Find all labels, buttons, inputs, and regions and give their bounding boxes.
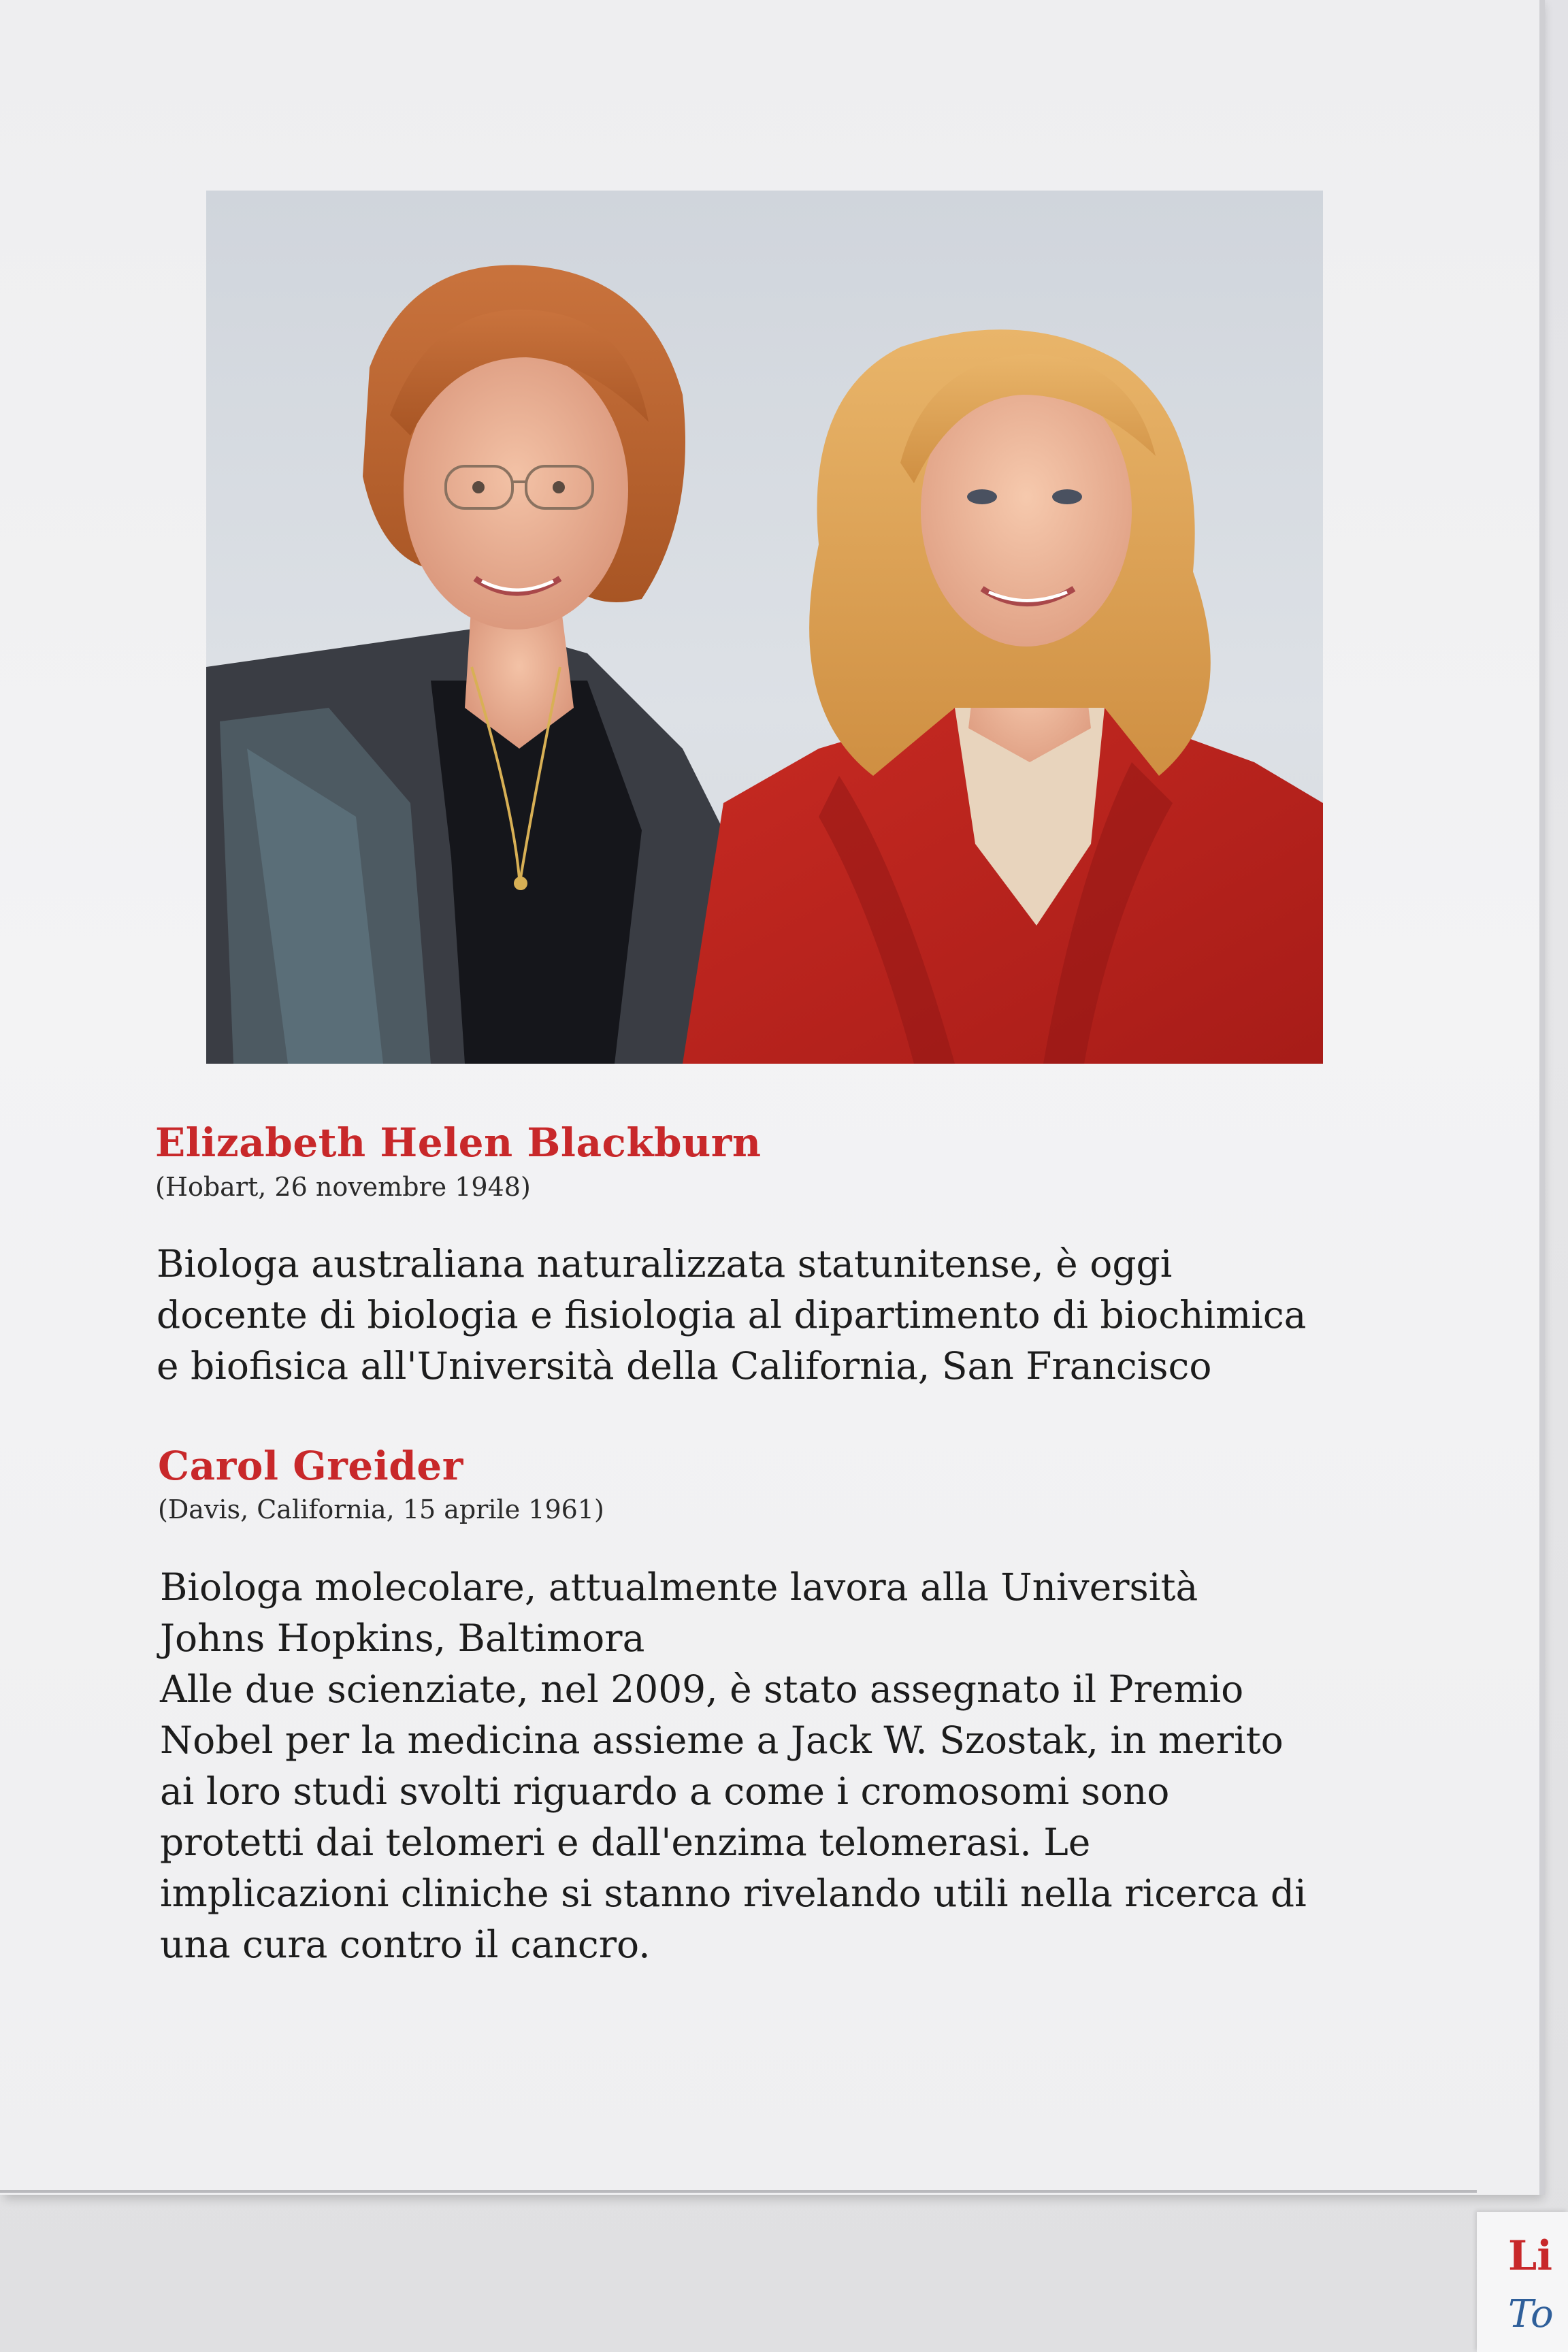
bio-line: Biologa australiana naturalizzata statunitense, è oggi [157,1242,1173,1286]
person1-dates: (Hobart, 26 novembre 1948) [155,1172,531,1202]
bio-line: protetti dai telomeri e dall'enzima telomerasi. Le [160,1820,1091,1864]
bio-line: ai loro studi svolti riguardo a come i cromosomi sono [160,1769,1170,1813]
person1-name: Elizabeth Helen Blackburn [155,1120,762,1166]
bio-line: implicazioni cliniche si stanno rivelando utili nella ricerca di [160,1872,1307,1915]
panel-edge [1539,0,1545,2195]
portrait-photo [206,191,1323,1064]
bio-line: Biologa molecolare, attualmente lavora alla Università [160,1565,1198,1609]
bio-line: Nobel per la medicina assieme a Jack W. Szostak, in merito [160,1718,1284,1762]
person2-name: Carol Greider [158,1443,463,1489]
adjacent-panel-title: Li [1508,2232,1552,2280]
bio-line: docente di biologia e fisiologia al dipartimento di biochimica [157,1293,1307,1337]
portrait-photo-icon [206,191,1323,1064]
bio-line: Johns Hopkins, Baltimora [160,1616,645,1660]
bio-line: una cura contro il cancro. [160,1923,651,1966]
bio-line: Alle due scienziate, nel 2009, è stato assegnato il Premio [160,1667,1244,1711]
adjacent-panel-subtitle: To [1508,2292,1554,2336]
panel-bottom-edge [0,2190,1477,2193]
person2-bio [160,1562,1365,1970]
bio-line: e biofisica all'Università della California, San Francisco [157,1344,1212,1388]
person2-dates: (Davis, California, 15 aprile 1961) [158,1494,604,1524]
adjacent-panel-corner [1477,2212,1568,2352]
person1-bio [157,1239,1365,1392]
